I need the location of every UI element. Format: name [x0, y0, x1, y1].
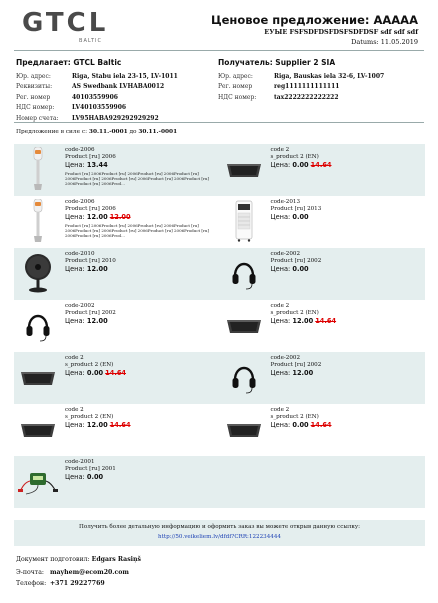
- product-price: 12.00: [86, 421, 108, 430]
- hand-blender-icon: [18, 199, 58, 243]
- price-label: Цена:: [65, 421, 87, 430]
- product-price: 0.00: [292, 421, 309, 430]
- buyer-row-label: НДС номер:: [218, 93, 257, 101]
- product-price-line: [65, 473, 218, 482]
- product-price: 12.00: [292, 369, 314, 378]
- product-info: [271, 251, 424, 274]
- product-code: code-2001: [65, 459, 95, 465]
- price-label: Цена:: [270, 317, 293, 326]
- prepared-name: Edgars Rasiņš: [91, 556, 142, 563]
- contact-email: [16, 569, 129, 576]
- product-name: Product [ru] 2001: [65, 466, 116, 473]
- empty-cell: [220, 456, 426, 508]
- headphones-icon: [18, 303, 58, 347]
- seller-row-value: LV95HABA929292929292: [72, 114, 159, 122]
- seller-title: Предлагает: GTCL Baltic: [16, 58, 122, 67]
- product-price-line: [271, 317, 424, 326]
- product-name: Product [ru] 2013: [270, 206, 322, 213]
- product-info: [271, 199, 424, 222]
- banner-text: Получить более детальную информацию и оформить заказ вы можете открыв данную ссылку:: [78, 524, 361, 530]
- product-price: 12.00: [86, 265, 108, 274]
- product-row: [14, 300, 425, 352]
- product-info: [65, 147, 218, 191]
- product-card: [220, 144, 426, 196]
- logo-text: GTCL: [22, 8, 109, 38]
- product-description: Product [ru] 2006Product [ru] 2006Product [ru] 2006Product [ru] 2006Product [ru] 2006Product [ru] 2006Product [ru] 2006Product [ru] 2006Product [ru] 2006Prod...: [65, 171, 210, 187]
- price-label: Цена:: [65, 265, 87, 274]
- product-price: 12.00: [86, 213, 108, 222]
- document-date: Datums: 11.05.2019: [351, 38, 418, 46]
- baking-tray-icon: [18, 355, 58, 399]
- prepared-label: Документ подготовил:: [16, 556, 92, 563]
- product-name: Product [ru] 2010: [65, 258, 116, 265]
- buyer-row-value: tax2222222222222: [274, 93, 339, 101]
- price-label: Цена:: [65, 213, 87, 222]
- seller-row-value: 40103559906: [72, 93, 118, 101]
- seller-row-label: Рег. номер: [16, 93, 51, 101]
- price-label: Цена:: [65, 369, 87, 378]
- price-label: Цена:: [65, 317, 87, 326]
- product-row: [14, 144, 425, 196]
- price-label: Цена:: [270, 369, 293, 378]
- product-row: [14, 248, 425, 300]
- product-code: code 2: [270, 147, 290, 153]
- product-code: code-2010: [65, 251, 95, 257]
- product-row: [14, 196, 425, 248]
- product-info: [271, 407, 424, 430]
- buyer-row: [218, 82, 424, 93]
- product-code: code 2: [65, 355, 84, 361]
- logo-subtext: BALTIC: [79, 38, 102, 44]
- product-price: 0.00: [292, 161, 309, 170]
- validity-to: 30.11.-0001: [138, 129, 178, 135]
- phone-label: Телефон:: [16, 580, 47, 587]
- price-label: Цена:: [65, 161, 87, 170]
- product-price-line: [65, 317, 218, 326]
- buyer-row-label: Юр. адрес:: [218, 72, 253, 80]
- product-info: [65, 303, 218, 326]
- product-price: 13.44: [86, 161, 108, 170]
- seller-row-value: LV40103559906: [72, 104, 127, 112]
- product-code: code 2: [65, 407, 84, 413]
- baking-tray-icon: [224, 147, 264, 191]
- seller-row-value: AS Swedbank LVHABA0012: [72, 83, 165, 91]
- product-price-line: [271, 161, 424, 170]
- seller-row: [16, 92, 216, 103]
- product-price-line: [65, 421, 218, 430]
- seller-row-label: Номер счета:: [16, 114, 59, 122]
- product-code: code-2006: [65, 147, 95, 153]
- headphones-icon: [224, 251, 264, 295]
- product-name: Product [ru] 2002: [65, 310, 116, 317]
- product-old-price: 12.00: [109, 213, 131, 222]
- price-label: Цена:: [65, 473, 87, 482]
- header-divider: [14, 50, 424, 51]
- product-card: [14, 352, 220, 404]
- product-price: 0.00: [292, 213, 309, 222]
- product-info: [65, 199, 218, 243]
- contact-phone: [16, 580, 105, 587]
- seller-row: [16, 82, 216, 93]
- product-price-line: [271, 213, 424, 222]
- product-card: [14, 300, 220, 352]
- product-card: [220, 352, 426, 404]
- seller-row-value: Riga, Stabu iela 23-15, LV-1011: [72, 72, 178, 80]
- product-info: [65, 251, 218, 274]
- product-card: [14, 404, 220, 456]
- product-old-price: 14.64: [310, 161, 332, 170]
- order-link[interactable]: http://50.veikeliem.lv/dfdf?CRR:122234444: [158, 534, 281, 540]
- validity-period: [16, 129, 177, 135]
- price-label: Цена:: [270, 265, 293, 274]
- product-grid: [14, 144, 425, 508]
- phone-value[interactable]: +371 29227769: [50, 580, 105, 587]
- product-row: [14, 352, 425, 404]
- product-name: Product [ru] 2002: [270, 258, 322, 265]
- seller-row-label: НДС номер:: [16, 104, 55, 112]
- buyer-row-label: Рег. номер: [218, 83, 253, 91]
- document-subtitle: EУЫЕ FSFSDFDSFDSFSDFDSF sdf sdf sdf: [264, 28, 418, 36]
- product-card: [14, 456, 220, 508]
- product-info: [271, 303, 424, 326]
- seller-row-label: Юр. адрес:: [16, 72, 51, 80]
- buyer-title: Получатель: Supplier 2 SIA: [218, 58, 336, 67]
- product-name: Product [ru] 2006: [65, 154, 116, 161]
- seller-row: [16, 103, 216, 114]
- buyer-row: [218, 92, 424, 103]
- air-cooler-icon: [224, 199, 264, 243]
- prepared-by: [16, 556, 141, 563]
- buyer-row-value: Riga, Bauskas iela 32-6, LV-1007: [274, 72, 385, 80]
- product-price: 12.00: [86, 317, 108, 326]
- product-price-line: [65, 369, 218, 378]
- product-description: Product [ru] 2006Product [ru] 2006Product [ru] 2006Product [ru] 2006Product [ru] 2006Product [ru] 2006Product [ru] 2006Product [ru] 2006Product [ru] 2006Prod...: [65, 223, 210, 239]
- price-label: Цена:: [270, 213, 293, 222]
- buyer-row-value: reg1111111111111: [274, 83, 340, 91]
- product-old-price: 14.64: [109, 421, 131, 430]
- product-info: [65, 407, 218, 430]
- product-old-price: 14.64: [310, 421, 332, 430]
- product-code: code 2: [270, 407, 290, 413]
- product-price: 12.00: [292, 317, 314, 326]
- validity-mid: до: [127, 129, 139, 135]
- parties-divider: [14, 122, 424, 123]
- order-link-banner: [14, 520, 425, 546]
- validity-prefix: Предложение в силе с:: [16, 129, 89, 135]
- product-old-price: 14.64: [315, 317, 337, 326]
- product-price-line: [271, 421, 424, 430]
- product-code: code 2: [270, 303, 290, 309]
- battery-charger-icon: [18, 459, 58, 503]
- product-row: [14, 456, 425, 508]
- product-price-line: [271, 369, 424, 378]
- product-name: s_product 2 (EN): [270, 310, 319, 317]
- seller-block: [16, 58, 216, 124]
- product-name: s_product 2 (EN): [65, 362, 114, 369]
- product-name: s_product 2 (EN): [270, 154, 319, 161]
- baking-tray-icon: [18, 407, 58, 451]
- product-price: 0.00: [292, 265, 309, 274]
- product-name: s_product 2 (EN): [65, 414, 114, 421]
- product-row: [14, 404, 425, 456]
- email-label: Э-почта:: [16, 569, 44, 576]
- price-label: Цена:: [270, 161, 293, 170]
- product-info: [271, 147, 424, 170]
- product-code: code-2013: [270, 199, 301, 205]
- seller-row-label: Реквизиты:: [16, 83, 53, 91]
- baking-tray-icon: [224, 303, 264, 347]
- product-price-line: [65, 213, 218, 222]
- product-info: [271, 355, 424, 378]
- product-price: 0.00: [86, 473, 104, 482]
- buyer-block: [218, 58, 424, 103]
- product-card: [220, 404, 426, 456]
- price-label: Цена:: [270, 421, 293, 430]
- headphones-icon: [224, 355, 264, 399]
- product-name: Product [ru] 2006: [65, 206, 116, 213]
- seller-row: [16, 71, 216, 82]
- product-name: Product [ru] 2002: [270, 362, 322, 369]
- baking-tray-icon: [224, 407, 264, 451]
- product-code: code-2002: [270, 251, 301, 257]
- buyer-row: [218, 71, 424, 82]
- product-info: [65, 355, 218, 378]
- product-price-line: [65, 265, 218, 274]
- product-price: 0.00: [86, 369, 104, 378]
- product-card: [14, 248, 220, 300]
- email-value[interactable]: mayhem@ecom20.com: [50, 569, 129, 576]
- product-code: code-2002: [270, 355, 301, 361]
- product-card: [220, 196, 426, 248]
- document-title: Ценовое предложение: AAAAA: [210, 13, 418, 27]
- product-card: [220, 300, 426, 352]
- product-name: s_product 2 (EN): [270, 414, 319, 421]
- product-info: [65, 459, 218, 482]
- product-code: code-2002: [65, 303, 95, 309]
- product-card: [14, 196, 220, 248]
- company-logo: [22, 10, 112, 46]
- hand-blender-icon: [18, 147, 58, 191]
- product-code: code-2006: [65, 199, 95, 205]
- product-price-line: [65, 161, 218, 170]
- product-card: [14, 144, 220, 196]
- validity-from: 30.11.-0001: [88, 129, 128, 135]
- desk-fan-icon: [18, 251, 58, 295]
- product-card: [220, 248, 426, 300]
- product-old-price: 14.64: [105, 369, 126, 378]
- product-price-line: [271, 265, 424, 274]
